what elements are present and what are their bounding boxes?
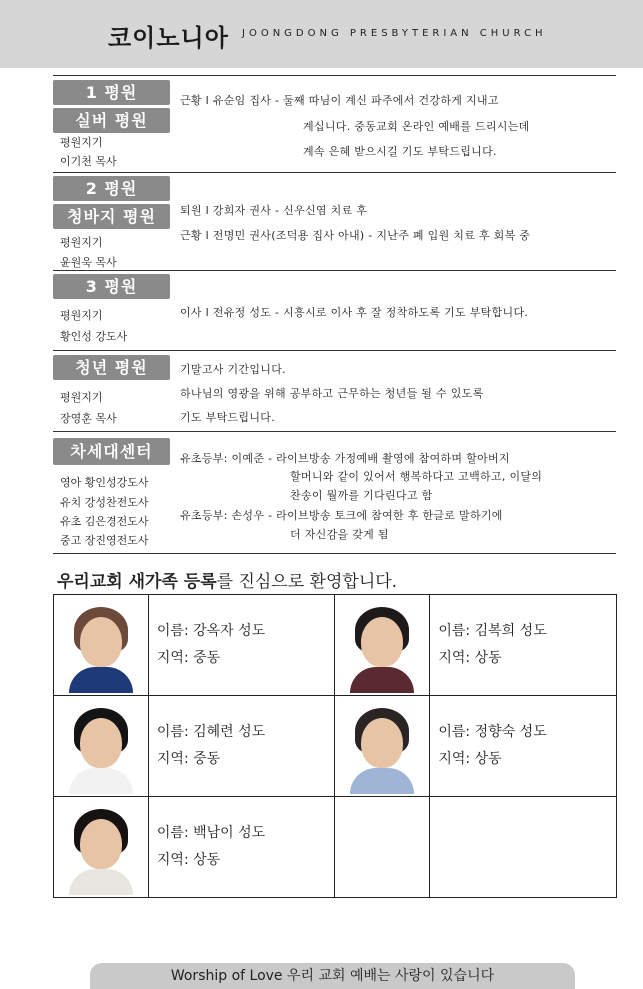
news-line: 기말고사 기간입니다. xyxy=(180,363,286,376)
newcomer-name: 이름: 정향숙 성도 xyxy=(438,724,547,740)
news-line: 유초등부: 손성우 - 라이브방송 토크에 참여한 후 한글로 말하기에 xyxy=(180,509,503,522)
newcomer-info-cell xyxy=(148,696,335,797)
newcomers-table xyxy=(53,594,617,898)
newcomer-area: 지역: 중동 xyxy=(156,650,221,666)
newcomers-heading-rest: 를 진심으로 환영합니다. xyxy=(216,572,398,592)
avatar-body xyxy=(350,768,414,794)
avatar-body xyxy=(69,768,133,794)
newcomer-photo-cell xyxy=(54,797,149,898)
news-line: 더 자신감을 갖게 됨 xyxy=(290,528,389,541)
section-badge: 실버 평원 xyxy=(53,108,170,133)
leader-name: 장영훈 목사 xyxy=(60,412,117,425)
avatar-face xyxy=(80,617,122,667)
avatar-face xyxy=(80,718,122,768)
divider xyxy=(53,172,616,173)
newcomer-area: 지역: 중동 xyxy=(156,751,221,767)
leader-name: 황인성 강도사 xyxy=(60,330,128,343)
avatar xyxy=(344,601,420,693)
newcomer-photo-cell xyxy=(335,595,430,696)
avatar xyxy=(63,601,139,693)
news-line: 찬송이 뭘까를 기다린다고 함 xyxy=(290,489,433,502)
leader-name: 유치 강성찬전도사 xyxy=(60,496,149,509)
page-title: 코이노니아 xyxy=(108,24,229,52)
table-row xyxy=(54,797,617,898)
leader-name: 중고 장진영전도사 xyxy=(60,534,149,547)
section-badge: 3 평원 xyxy=(53,274,170,299)
avatar-face xyxy=(80,819,122,869)
section-badge: 2 평원 xyxy=(53,176,170,201)
newcomer-info-cell xyxy=(148,595,335,696)
newcomer-photo-cell xyxy=(54,595,149,696)
newcomers-heading xyxy=(57,567,397,592)
news-line: 할머니와 같이 있어서 행복하다고 고백하고, 이달의 xyxy=(290,470,543,483)
newcomer-photo-cell xyxy=(335,696,430,797)
leader-name: 영아 황인성강도사 xyxy=(60,476,149,489)
newcomer-name: 이름: 강옥자 성도 xyxy=(156,623,266,639)
divider xyxy=(53,270,616,271)
table-row xyxy=(54,696,617,797)
leader-role: 평원지기 xyxy=(60,236,103,249)
newcomer-photo-cell xyxy=(54,696,149,797)
newcomer-info-cell xyxy=(148,797,335,898)
table-row xyxy=(54,595,617,696)
leader-role: 평원지기 xyxy=(60,136,103,149)
newcomer-area: 지역: 상동 xyxy=(438,751,502,767)
avatar xyxy=(63,702,139,794)
newcomer-area: 지역: 상동 xyxy=(156,852,221,868)
leader-name: 이기천 목사 xyxy=(60,155,117,168)
news-line: 유초등부: 이예준 - 라이브방송 가정예배 촬영에 참여하며 할아버지 xyxy=(180,452,510,465)
newcomers-heading-strong: 우리교회 새가족 등록 xyxy=(57,572,217,592)
newcomer-area: 지역: 상동 xyxy=(438,650,502,666)
leader-role: 평원지기 xyxy=(60,309,103,322)
avatar-face xyxy=(361,718,403,768)
avatar xyxy=(344,702,420,794)
avatar-body xyxy=(69,667,133,693)
news-line: 근황 l 전명민 권사(조덕용 집사 아내) - 지난주 폐 입원 치료 후 회복 중 xyxy=(180,229,531,242)
avatar-face xyxy=(361,617,403,667)
empty-cell xyxy=(335,797,430,898)
section-badge: 차세대센터 xyxy=(53,438,170,465)
section-badge: 1 평원 xyxy=(53,80,170,105)
section-badge: 청바지 평원 xyxy=(53,204,170,229)
divider xyxy=(53,431,616,432)
leader-role: 평원지기 xyxy=(60,391,103,404)
avatar-body xyxy=(69,869,133,895)
news-line: 계십니다. 중동교회 온라인 예배를 드리시는데 xyxy=(303,120,530,133)
leader-name: 윤원욱 목사 xyxy=(60,256,117,269)
news-line: 퇴원 l 강희자 권사 - 신우신염 치료 후 xyxy=(180,204,368,217)
news-line: 기도 부탁드립니다. xyxy=(180,411,276,424)
news-line: 계속 은혜 받으시길 기도 부탁드립니다. xyxy=(303,145,497,158)
divider xyxy=(53,350,616,351)
leader-name: 유초 김은경전도사 xyxy=(60,515,149,528)
divider xyxy=(53,553,616,554)
newcomer-name: 이름: 백남이 성도 xyxy=(156,825,266,841)
section-badge: 청년 평원 xyxy=(53,355,170,380)
news-line: 이사 l 전유정 성도 - 시흥시로 이사 후 잘 정착하도록 기도 부탁합니다. xyxy=(180,306,529,319)
header-bar xyxy=(0,0,643,68)
footer-banner: Worship of Love 우리 교회 예배는 사랑이 있습니다 xyxy=(90,963,575,989)
news-line: 하나님의 영광을 위해 공부하고 근무하는 청년들 될 수 있도록 xyxy=(180,387,484,400)
divider xyxy=(53,75,616,76)
empty-cell xyxy=(430,797,617,898)
avatar-body xyxy=(350,667,414,693)
news-line: 근황 l 유순임 집사 - 둘째 따님이 계신 파주에서 건강하게 지내고 xyxy=(180,94,499,107)
avatar xyxy=(63,803,139,895)
church-name: JOONGDONG PRESBYTERIAN CHURCH xyxy=(242,28,547,39)
newcomer-info-cell xyxy=(430,696,617,797)
newcomer-info-cell xyxy=(430,595,617,696)
newcomer-name: 이름: 김복희 성도 xyxy=(438,623,547,639)
newcomer-name: 이름: 김혜련 성도 xyxy=(156,724,266,740)
